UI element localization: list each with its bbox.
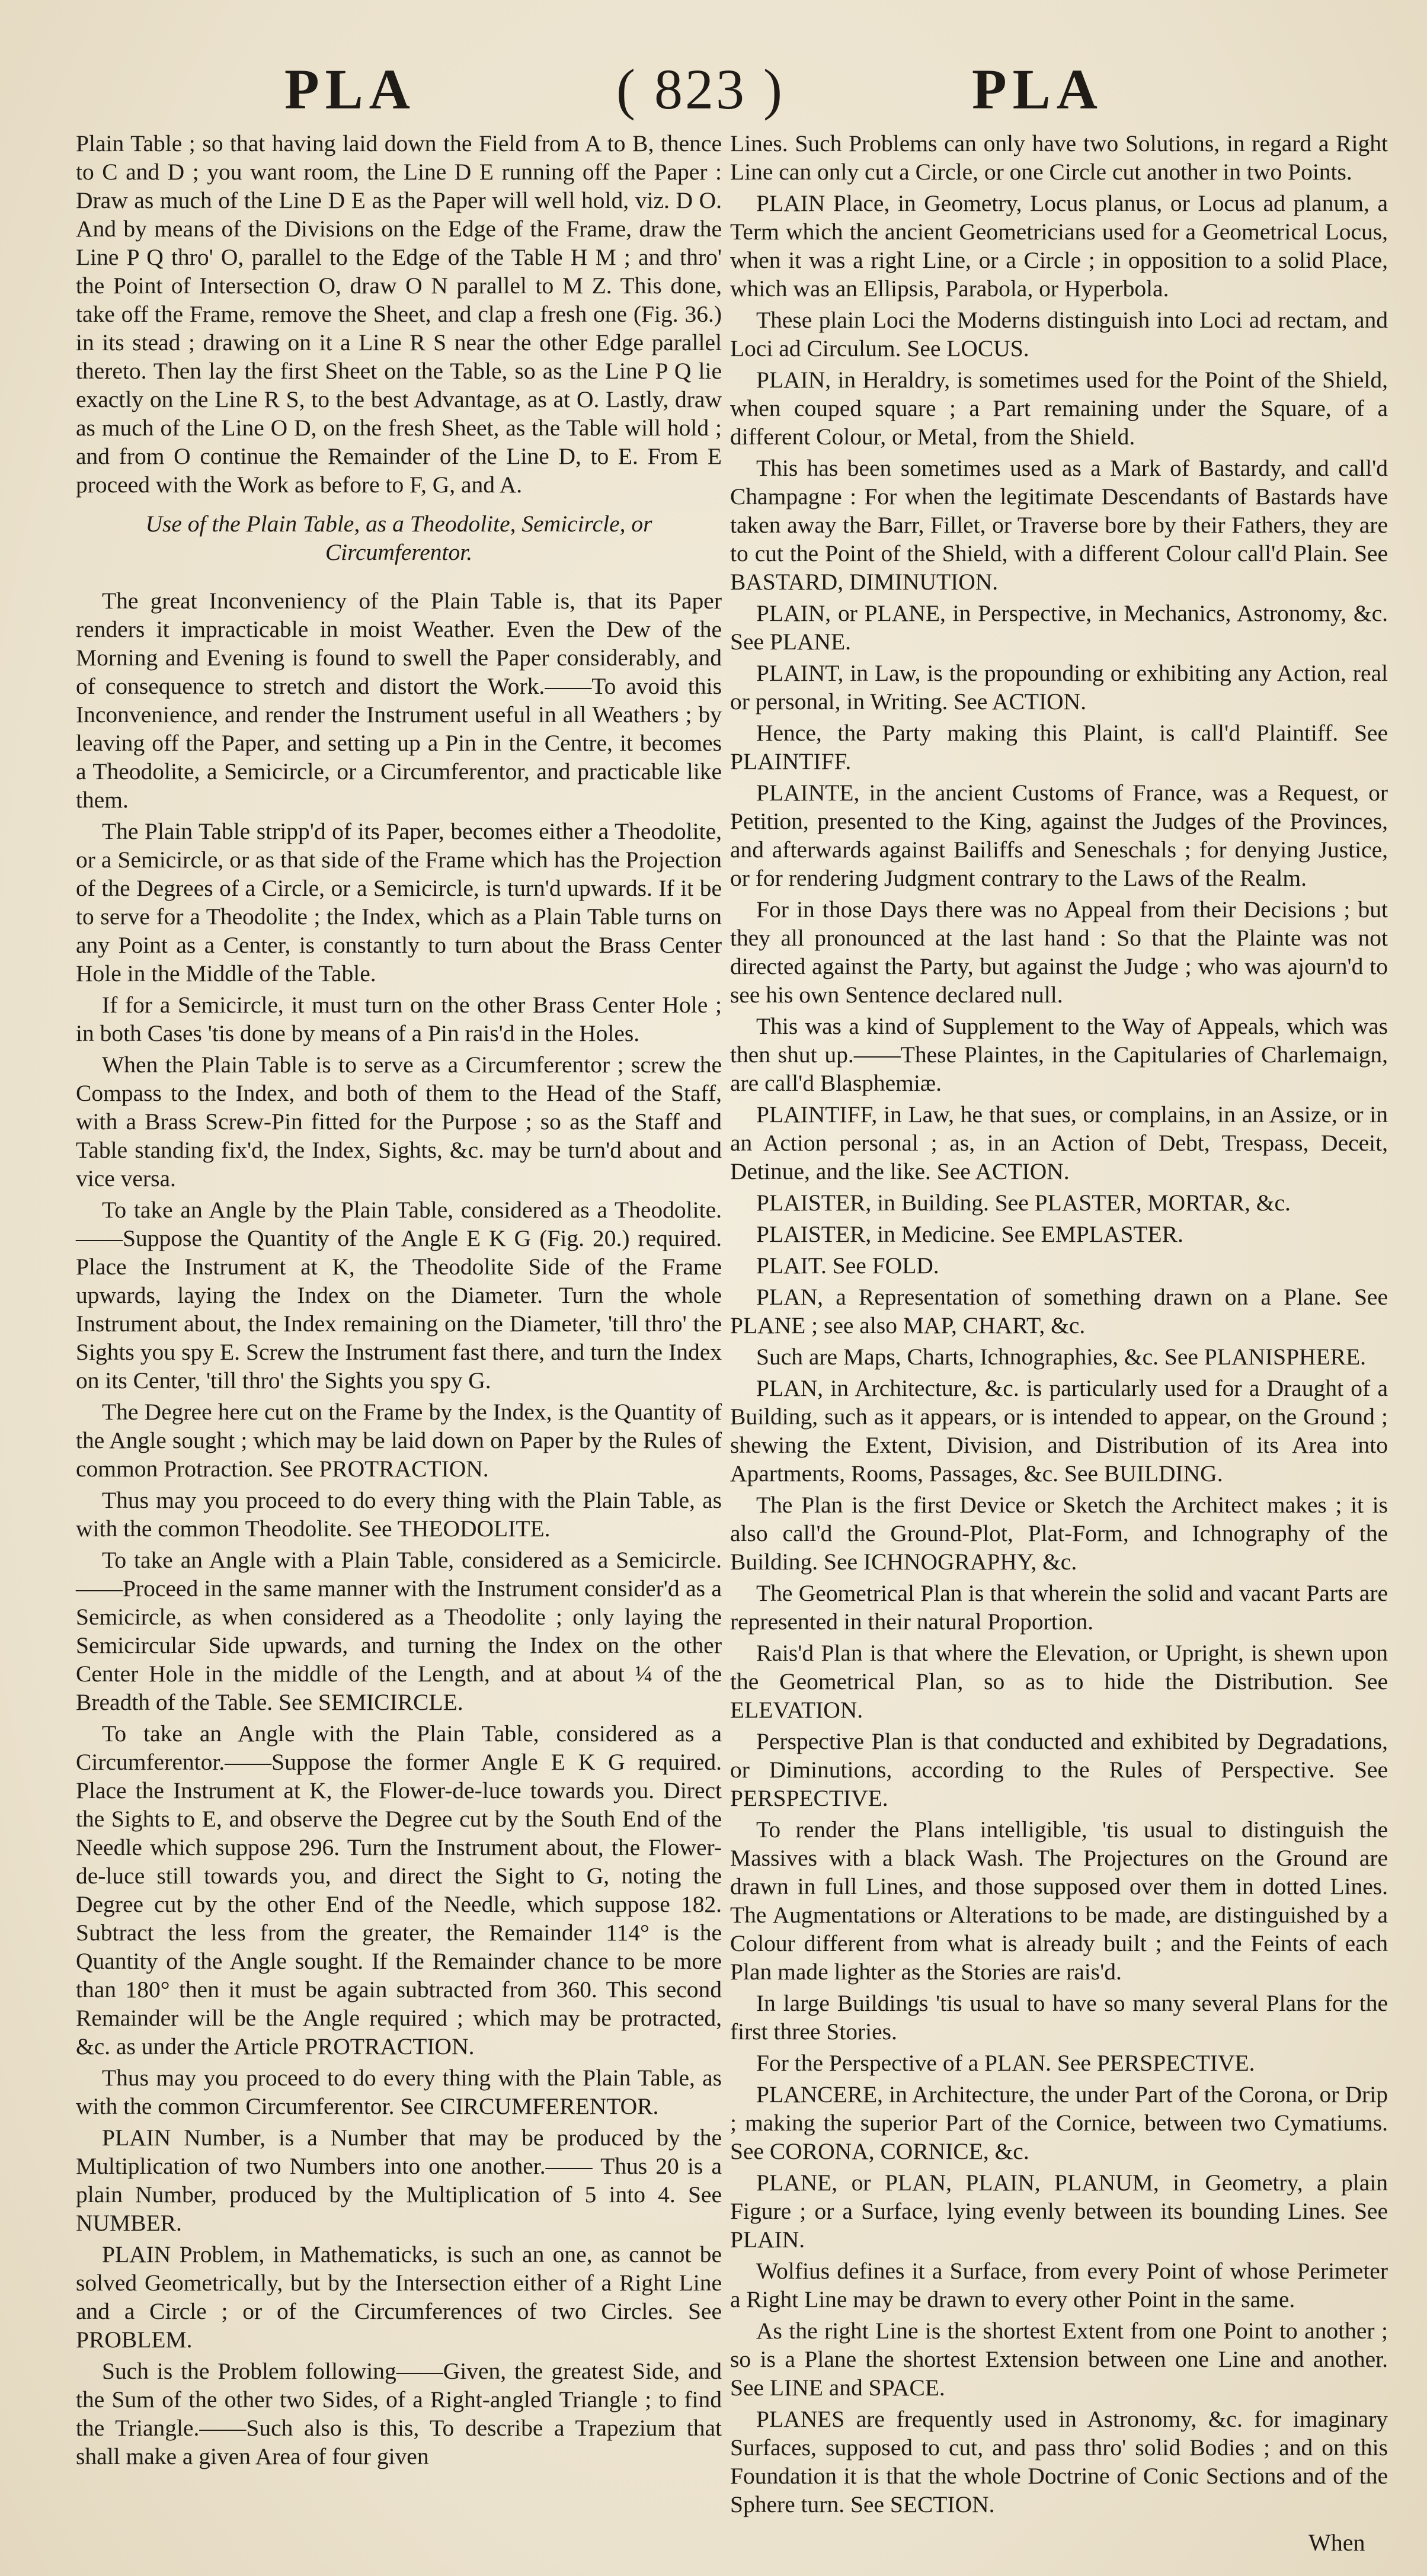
paragraph: To render the Plans intelligible, 'tis usual to distinguish the Massives with a black Wash. The Projectures on the Ground are drawn in full Lines, and those supposed over them in dotted Lines. The Augmentations or Alterations to be made, are distinguished by a Colour different from what is already built ; and the Feints of each Plan made lighter as the Stories are rais'd.	[730, 1816, 1388, 1985]
paragraph: PLAIN, in Heraldry, is sometimes used for the Point of the Shield, when couped square ; a Part remaining under the Square, of a different Colour, or Metal, from the Shield.	[730, 367, 1388, 450]
paragraph: PLAIN Number, is a Number that may be produced by the Multiplication of two Numbers into one another.—— Thus 20 is a plain Number, produced by the Multiplication of 5 into 4. See NUMBER.	[76, 2125, 722, 2236]
paragraph: Hence, the Party making this Plaint, is call'd Plaintiff. See PLAINTIFF.	[730, 720, 1388, 774]
paragraph: In large Buildings 'tis usual to have so many several Plans for the first three Stories.	[730, 1990, 1388, 2045]
header-left: PLA	[284, 57, 416, 121]
paragraph: PLAINTE, in the ancient Customs of France, was a Request, or Petition, presented to the King, against the Judges of the Provinces, and afterwards against Bailiffs and Seneschals ; for denying Justice, or for rendering Judgment contrary to the Laws of the Realm.	[730, 780, 1388, 891]
left-column	[76, 129, 722, 2474]
paragraph: To take an Angle with a Plain Table, considered as a Semicircle.——Proceed in the same manner with the Instrument consider'd as a Semicircle, as when considered as a Theodolite ; only laying the Semicircular Side upwards, and turning the Index on the other Center Hole in the middle of the Length, and at about ¼ of the Breadth of the Table. See SEMICIRCLE.	[76, 1547, 722, 1715]
paragraph: PLANCERE, in Architecture, the under Part of the Corona, or Drip ; making the superior Part of the Cornice, between two Cymatiums. See CORONA, CORNICE, &c.	[730, 2081, 1388, 2164]
section-heading: Use of the Plain Table, as a Theodolite, Semicircle, or Circumferentor.	[145, 511, 652, 565]
paragraph: As the right Line is the shortest Extent from one Point to another ; so is a Plane the shortest Extension between one Line and another. See LINE and SPACE.	[730, 2318, 1388, 2401]
paragraph: PLAN, a Representation of something drawn on a Plane. See PLANE ; see also MAP, CHART, &c.	[730, 1284, 1388, 1338]
paragraph: Thus may you proceed to do every thing with the Plain Table, as with the common Circumferentor. See CIRCUMFERENTOR.	[76, 2065, 722, 2119]
paragraph: PLAISTER, in Medicine. See EMPLASTER.	[756, 1221, 1183, 1247]
paragraph: Wolfius defines it a Surface, from every Point of whose Perimeter a Right Line may be drawn to every other Point in the same.	[730, 2258, 1388, 2312]
paragraph: The great Inconveniency of the Plain Table is, that its Paper renders it impracticable in moist Weather. Even the Dew of the Morning and Evening is found to swell the Paper considerably, and of consequence to stretch and distort the Work.——To avoid this Inconvenience, and render the Instrument useful in all Weathers ; by leaving off the Paper, and setting up a Pin in the Centre, it becomes a Theodolite, a Semicircle, or a Circumferentor, and practicable like them.	[76, 588, 722, 813]
paragraph: The Geometrical Plan is that wherein the solid and vacant Parts are represented in their natural Proportion.	[730, 1580, 1388, 1635]
paragraph: The Degree here cut on the Frame by the Index, is the Quantity of the Angle sought ; which may be laid down on Paper by the Rules of common Protraction. See PROTRACTION.	[76, 1399, 722, 1482]
paragraph: To take an Angle with the Plain Table, considered as a Circumferentor.——Suppose the former Angle E K G required. Place the Instrument at K, the Flower-de-luce towards you. Direct the Sights to E, and observe the Degree cut by the South End of the Needle which suppose 296. Turn the Instrument about, the Flower-de-luce still towards you, and direct the Sight to G, noting the Degree cut by the other End of the Needle, which suppose 182. Subtract the less from the greater, the Remainder 114° is the Quantity of the Angle sought. If the Remainder chance to be more than 180° then it must be again subtracted from 360. This second Remainder will be the Angle required ; which may be protracted, &c. as under the Article PROTRACTION.	[76, 1720, 722, 2059]
paragraph: When the Plain Table is to serve as a Circumferentor ; screw the Compass to the Index, and both of them to the Head of the Staff, with a Brass Screw-Pin fitted for the Purpose ; so as the Staff and Table standing fix'd, the Index, Sights, &c. may be turn'd about and vice versa.	[76, 1052, 722, 1191]
paragraph: The Plain Table stripp'd of its Paper, becomes either a Theodolite, or a Semicircle, or as that side of the Frame which has the Projection of the Degrees of a Circle, or a Semicircle, is turn'd upwards. If it be to serve for a Theodolite ; the Index, which as a Plain Table turns on any Point as a Center, is constantly to turn about the Brass Center Hole in the Middle of the Table.	[76, 818, 722, 986]
page-number: ( 823 )	[616, 57, 785, 121]
paragraph: PLAINT, in Law, is the propounding or exhibiting any Action, real or personal, in Writing. See ACTION.	[730, 660, 1388, 715]
paragraph: PLAINTIFF, in Law, he that sues, or complains, in an Assize, or in an Action personal ; as, in an Action of Debt, Trespass, Deceit, Detinue, and the like. See ACTION.	[730, 1101, 1388, 1184]
paragraph: PLANES are frequently used in Astronomy, &c. for imaginary Surfaces, supposed to cut, and pass thro' solid Bodies ; and on this Foundation it is that the whole Doctrine of Conic Sections and of the Sphere turn. See SECTION.	[730, 2406, 1388, 2517]
right-column	[730, 129, 1388, 2521]
paragraph: This was a kind of Supplement to the Way of Appeals, which was then shut up.——These Plaintes, in the Capitularies of Charlemaign, are call'd Blasphemiæ.	[730, 1013, 1388, 1096]
paragraph: For in those Days there was no Appeal from their Decisions ; but they all pronounced at the last hand : So that the Plainte was not directed against the Party, but against the Judge ; who was ajourn'd to see his own Sentence declared null.	[730, 896, 1388, 1008]
paragraph: Lines. Such Problems can only have two Solutions, in regard a Right Line can only cut a Circle, or one Circle cut another in two Points.	[730, 130, 1388, 185]
paragraph: PLAIN Problem, in Mathematicks, is such an one, as cannot be solved Geometrically, but by the Intersection either of a Right Line and a Circle ; or of the Circumferences of two Circles. See PROBLEM.	[76, 2241, 722, 2353]
running-header	[0, 57, 1427, 122]
header-right: PLA	[972, 57, 1103, 121]
paragraph: To take an Angle by the Plain Table, considered as a Theodolite.——Suppose the Quantity of the Angle E K G (Fig. 20.) required. Place the Instrument at K, the Theodolite Side of the Frame upwards, laying the Index on the Diameter. Turn the whole Instrument about, the Index remaining on the Diameter, 'till thro' the Sights you spy E. Screw the Instrument fast there, and turn the Index on its Center, 'till thro' the Sights you spy G.	[76, 1197, 722, 1393]
paragraph: This has been sometimes used as a Mark of Bastardy, and call'd Champagne : For when the legitimate Descendants of Bastards have taken away the Barr, Fillet, or Traverse bore by their Fathers, they are to cut the Point of the Shield, with a different Colour call'd Plain. See BASTARD, DIMINUTION.	[730, 455, 1388, 595]
paragraph: Such are Maps, Charts, Ichnographies, &c. See PLANISPHERE.	[756, 1344, 1367, 1370]
paragraph: PLAN, in Architecture, &c. is particularly used for a Draught of a Building, such as it appears, or is intended to appear, on the Ground ; shewing the Extent, Division, and Distribution of its Area into Apartments, Rooms, Passages, &c. See BUILDING.	[730, 1375, 1388, 1486]
paragraph: Rais'd Plan is that where the Elevation, or Upright, is shewn upon the Geometrical Plan, so as to hide the Distribution. See ELEVATION.	[730, 1640, 1388, 1723]
paragraph: PLAISTER, in Building. See PLASTER, MORTAR, &c.	[756, 1190, 1291, 1216]
paragraph: Such is the Problem following——Given, the greatest Side, and the Sum of the other two Sides, of a Right-angled Triangle ; to find the Triangle.——Such also is this, To describe a Trapezium that shall make a given Area of four given	[76, 2358, 722, 2469]
paragraph: PLAIN Place, in Geometry, Locus planus, or Locus ad planum, a Term which the ancient Geometricians used for a Geometrical Locus, when it was a right Line, or a Circle ; in opposition to a solid Place, which was an Ellipsis, Parabola, or Hyperbola.	[730, 190, 1388, 302]
paragraph: PLAIN, or PLANE, in Perspective, in Mechanics, Astronomy, &c. See PLANE.	[730, 600, 1388, 655]
paragraph: For the Perspective of a PLAN. See PERSPECTIVE.	[756, 2050, 1255, 2076]
paragraph: If for a Semicircle, it must turn on the other Brass Center Hole ; in both Cases 'tis done by means of a Pin rais'd in the Holes.	[76, 992, 722, 1046]
paragraph: Thus may you proceed to do every thing with the Plain Table, as with the common Theodolite. See THEODOLITE.	[76, 1487, 722, 1542]
paragraph: PLAIT. See FOLD.	[756, 1252, 939, 1279]
paragraph: These plain Loci the Moderns distinguish into Loci ad rectam, and Loci ad Circulum. See LOCUS.	[730, 307, 1388, 361]
paragraph: PLANE, or PLAN, PLAIN, PLANUM, in Geometry, a plain Figure ; or a Surface, lying evenly between its bounding Lines. See PLAIN.	[730, 2170, 1388, 2253]
paragraph: Perspective Plan is that conducted and exhibited by Degradations, or Diminutions, according to the Rules of Perspective. See PERSPECTIVE.	[730, 1728, 1388, 1811]
paragraph: Plain Table ; so that having laid down the Field from A to B, thence to C and D ; you want room, the Line D E running off the Paper : Draw as much of the Line D E as the Paper will well hold, viz. D O. And by means of the Divisions on the Edge of the Frame, draw the Line P Q thro' O, parallel to the Edge of the Table H M ; and thro' the Point of Intersection O, draw O N parallel to M Z. This done, take off the Frame, remove the Sheet, and clap a fresh one (Fig. 36.) in its stead ; drawing on it a Line R S near the other Edge parallel thereto. Then lay the first Sheet on the Table, so as the Line P Q lie exactly on the Line R S, to the best Advantage, as at O. Lastly, draw as much of the Line O D, on the fresh Sheet, as the Table will hold ; and from O continue the Remainder of the Line D, to E. From E proceed with the Work as before to F, G, and A.	[76, 130, 722, 498]
paragraph: The Plan is the first Device or Sketch the Architect makes ; it is also call'd the Ground-Plot, Plat-Form, and Ichnography of the Building. See ICHNOGRAPHY, &c.	[730, 1492, 1388, 1575]
catchword: When	[1308, 2529, 1365, 2556]
